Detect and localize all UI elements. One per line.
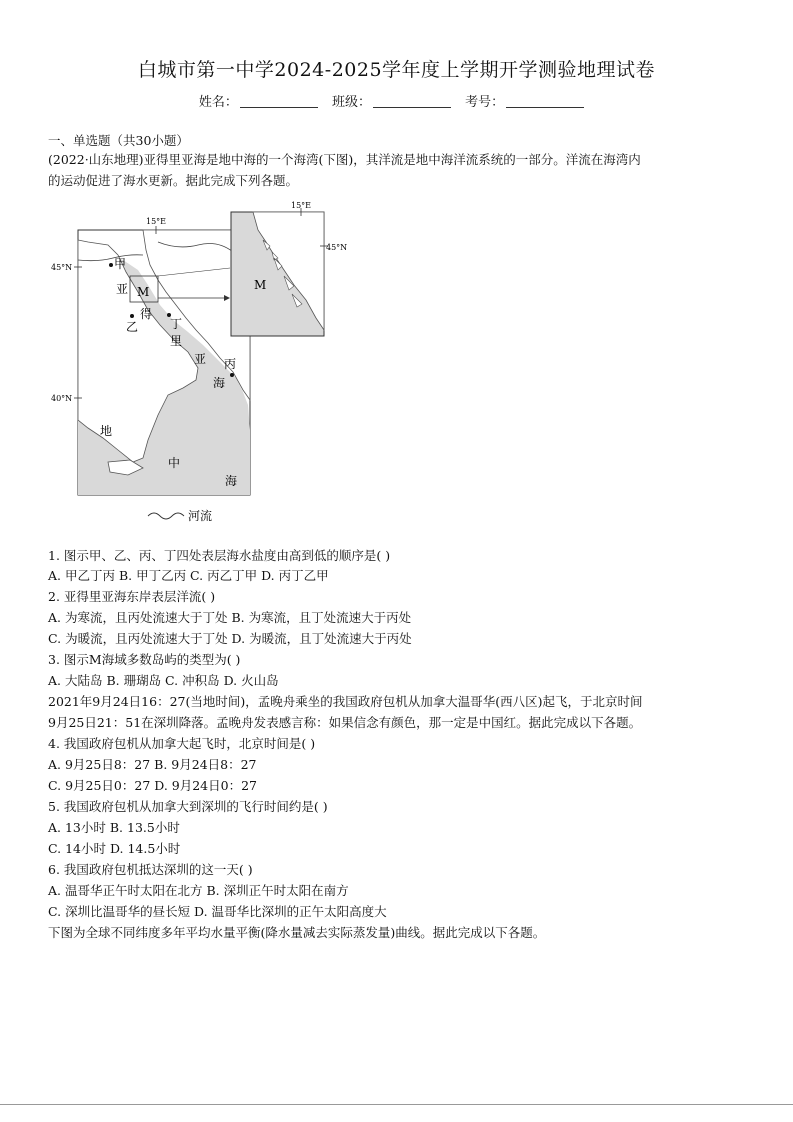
q1-options: A. 甲乙丁丙 B. 甲丁乙丙 C. 丙乙丁甲 D. 丙丁乙甲 (48, 568, 329, 583)
q1-stem: 1. 图示甲、乙、丙、丁四处表层海水盐度由高到低的顺序是( ) (48, 548, 391, 563)
intro2-line1: 2021年9月24日16：27(当地时间)，孟晚舟乘坐的我国政府包机从加拿大温哥华(西八区)起飞，于北京时间 (48, 694, 643, 709)
main-lon-label: 15°E (145, 217, 167, 226)
student-info-row (0, 91, 793, 110)
name-blank[interactable] (240, 95, 318, 108)
inset-lon-label: 15°E (290, 201, 312, 210)
intro2-line2: 9月25日21：51在深圳降落。孟晚舟发表感言称：如果信念有颜色，那一定是中国红。据此完成以下各题。 (48, 715, 642, 730)
class-blank[interactable] (373, 95, 451, 108)
label-bing: 丙 (224, 357, 237, 371)
label-jia: 甲 (114, 257, 127, 271)
class-label: 班级： (331, 95, 371, 110)
intro1-line2: 的运动促进了海水更新。据此完成下列各题。 (48, 173, 299, 188)
inset-lat-label: 45°N (326, 243, 348, 252)
river-legend-icon (148, 513, 184, 519)
q2-options-cd: C. 为暖流，且丙处流速大于丁处 D. 为暖流，且丁处流速大于丙处 (48, 631, 412, 646)
q4-stem: 4. 我国政府包机从加拿大起飞时，北京时间是( ) (48, 736, 316, 751)
label-ya2: 亚 (194, 352, 207, 366)
q2-options-ab: A. 为寒流，且丙处流速大于丁处 B. 为寒流，且丁处流速大于丙处 (48, 610, 412, 625)
adriatic-map-figure (48, 200, 358, 530)
q6-stem: 6. 我国政府包机抵达深圳的这一天( ) (48, 862, 253, 877)
exam-title: 白城市第一中学2024-2025学年度上学期开学测验地理试卷 (137, 59, 656, 81)
q3-stem: 3. 图示M海域多数岛屿的类型为( ) (48, 652, 241, 667)
label-yi: 乙 (126, 320, 139, 334)
label-ding: 丁 (170, 317, 183, 331)
name-label: 姓名： (198, 95, 238, 110)
label-hai1: 海 (213, 376, 226, 390)
exam-no-label: 考号： (465, 95, 505, 110)
label-hai2: 海 (225, 474, 238, 488)
label-ya1: 亚 (116, 282, 129, 296)
point-yi (130, 314, 134, 318)
label-di: 地 (100, 424, 113, 438)
q5-stem: 5. 我国政府包机从加拿大到深圳的飞行时间约是( ) (48, 799, 328, 814)
main-lat45-label: 45°N (51, 263, 73, 272)
q5-options-cd: C. 14小时 D. 14.5小时 (48, 841, 181, 856)
inset-m-label: M (254, 278, 267, 292)
exam-no-blank[interactable] (506, 95, 584, 108)
intro3: 下图为全球不同纬度多年平均水量平衡(降水量减去实际蒸发量)曲线。据此完成以下各题。 (48, 925, 546, 940)
q6-options-ab: A. 温哥华正午时太阳在北方 B. 深圳正午时太阳在南方 (48, 883, 349, 898)
label-li: 里 (170, 334, 183, 348)
point-bing (230, 373, 234, 377)
q3-options: A. 大陆岛 B. 珊瑚岛 C. 冲积岛 D. 火山岛 (48, 673, 279, 688)
q4-options-ab: A. 9月25日8：27 B. 9月24日8：27 (48, 757, 257, 772)
point-jia (109, 263, 113, 267)
page-bottom-rule (0, 1104, 793, 1105)
main-m-label: M (137, 285, 150, 299)
section-heading: 一、单选题（共30小题） (48, 133, 189, 148)
label-zhong: 中 (168, 456, 181, 470)
q2-stem: 2. 亚得里亚海东岸表层洋流( ) (48, 589, 216, 604)
label-de: 得 (140, 307, 153, 321)
q4-options-cd: C. 9月25日0：27 D. 9月24日0：27 (48, 778, 257, 793)
legend-label: 河流 (188, 509, 213, 523)
intro1-line1: (2022·山东地理)亚得里亚海是地中海的一个海湾(下图)，其洋流是地中海洋流系统的一部分。洋流在海湾内 (48, 152, 641, 167)
main-lat40-label: 40°N (51, 394, 73, 403)
q5-options-ab: A. 13小时 B. 13.5小时 (48, 820, 180, 835)
q6-options-cd: C. 深圳比温哥华的昼长短 D. 温哥华比深圳的正午太阳高度大 (48, 904, 387, 919)
